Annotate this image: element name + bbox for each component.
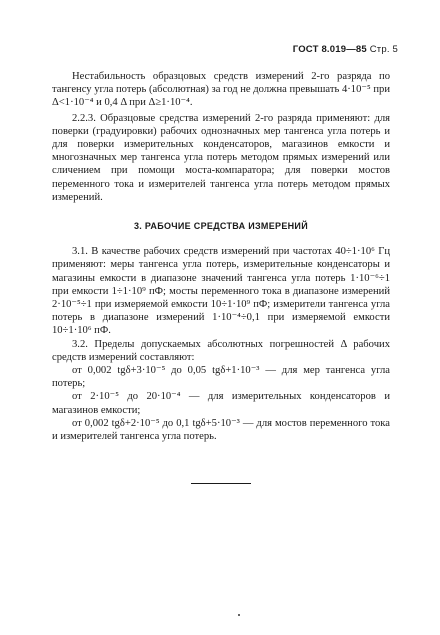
page-body <box>52 70 390 484</box>
scan-dot <box>238 614 240 616</box>
standard-number: ГОСТ 8.019—85 <box>292 44 367 55</box>
page-header <box>293 44 398 55</box>
paragraph-instability: Нестабильность образцовых средств измерений 2-го разряда по тангенсу угла потерь (абсолютная) за год не должна превышать 4·10⁻⁵ при Δ<1·10⁻⁴ и 0,4 Δ при Δ≥1·10⁻⁴. <box>52 71 390 109</box>
paragraph-bridges-limit: от 0,002 tgδ+2·10⁻⁵ до 0,1 tgδ+5·10⁻³ — для мостов переменного тока и измерителей тангенса угла потерь. <box>52 417 390 443</box>
paragraph-3-2: 3.2. Пределы допускаемых абсолютных погрешностей Δ рабочих средств измерений составляют: <box>52 338 390 363</box>
paragraph-3-1: 3.1. В качестве рабочих средств измерений при частотах 40÷1·10⁶ Гц применяют: меры тангенса угла потерь, измерительные конденсаторы и магазины емкости в диапазоне значений тангенса угла потерь 1·10⁻⁶÷1 при емкости 1÷1·10⁹ пФ; мосты переменного тока в диапазоне измерений 2·10⁻⁵÷1 при измеряемой емкости 10÷1·10⁹ пФ; измерители тангенса угла потерь в диапазоне измерений 1·10⁻⁴÷0,1 при измеряемой емкости 10÷1·10⁶ пФ. <box>52 246 390 337</box>
paragraph-capacitors-limit: от 2·10⁻⁵ до 20·10⁻⁴ — для измерительных конденсаторов и магазинов емкости; <box>52 391 390 416</box>
paragraph-measures-limit: от 0,002 tgδ+3·10⁻⁵ до 0,05 tgδ+1·10⁻³ — для мер тангенса угла потерь; <box>52 365 390 390</box>
section-title: 3. РАБОЧИЕ СРЕДСТВА ИЗМЕРЕНИЙ <box>134 221 308 232</box>
end-divider <box>191 483 251 484</box>
page-number: Стр. 5 <box>369 44 398 55</box>
paragraph-2-2-3: 2.2.3. Образцовые средства измерений 2-го разряда применяют: для поверки (градуировки) рабочих однозначных мер тангенса угла потерь и для поверки измерительных конденсаторов, магазинов емкости и многозначных мер тангенса угла потерь методом прямых измерений или сличением при помощи моста-компаратора; для поверки мостов переменного тока и измерителей тангенса угла потерь методом прямых измерений. <box>52 112 390 203</box>
